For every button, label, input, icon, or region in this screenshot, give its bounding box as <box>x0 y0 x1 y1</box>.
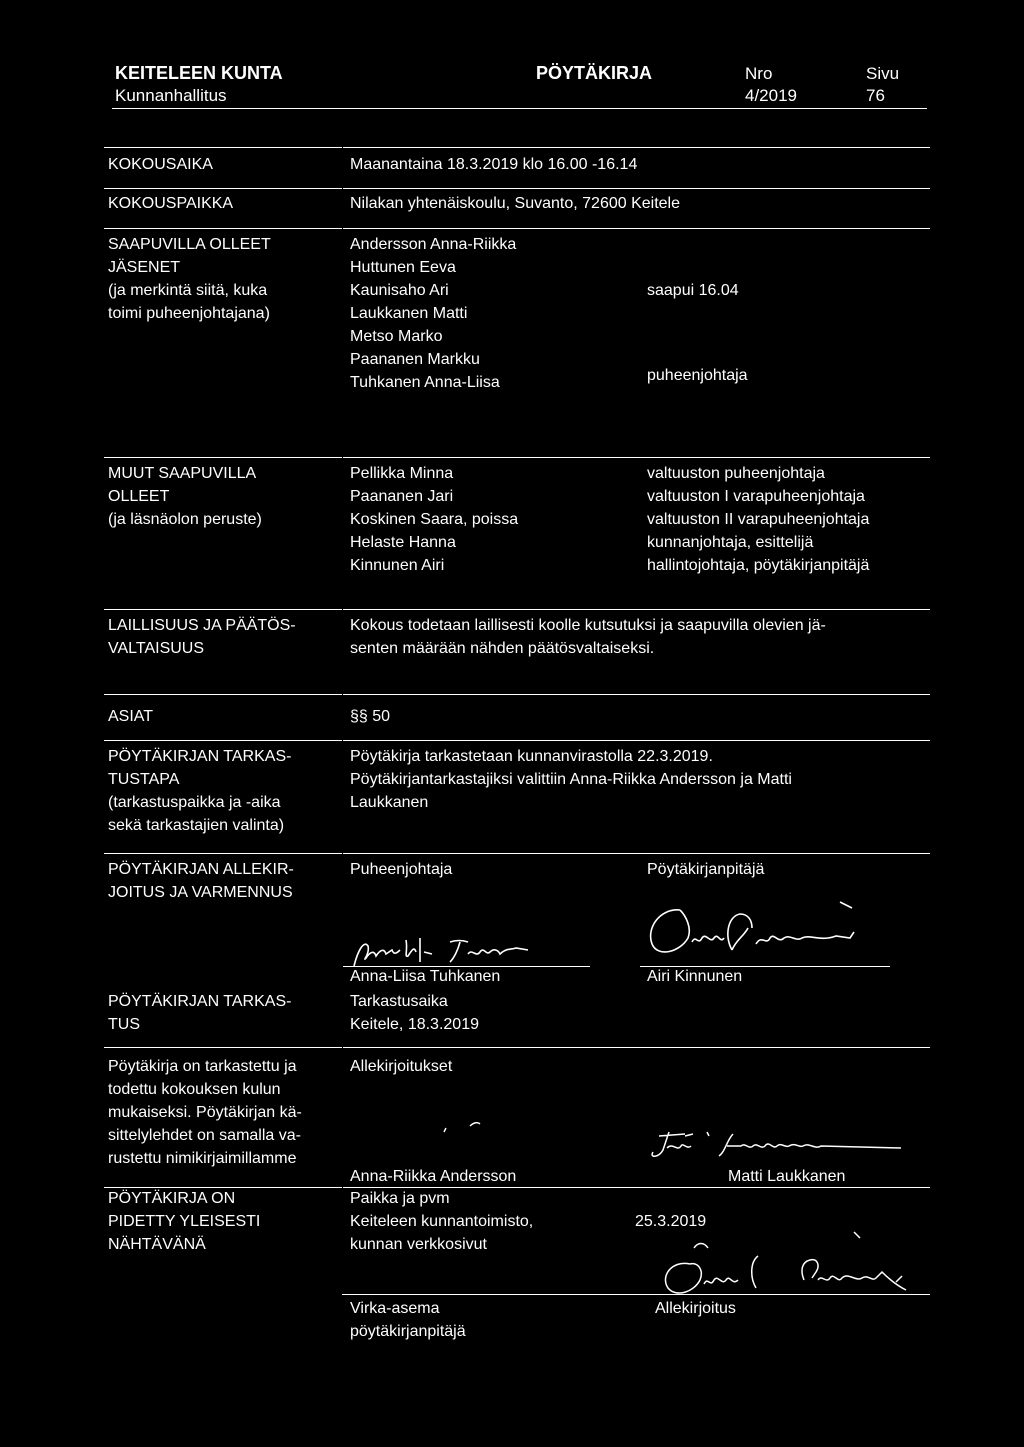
list-item: Andersson Anna-Riikka <box>350 236 517 253</box>
list-item: Pellikka Minna <box>350 465 454 482</box>
list-item: Koskinen Saara, poissa <box>350 511 519 528</box>
divider <box>104 1047 344 1048</box>
list-item: valtuuston II varapuheenjohtaja <box>647 511 870 528</box>
others-names <box>350 462 518 577</box>
municipality-name: KEITELEEN KUNTA <box>115 63 283 83</box>
signatures-label: Allekirjoitukset <box>350 1058 453 1075</box>
list-item: Laukkanen Matti <box>350 305 468 322</box>
legality-label: LAILLISUUS JA PÄÄTÖS- VALTAISUUS <box>108 617 296 657</box>
chair-note: puheenjohtaja <box>647 367 748 384</box>
clerk-position: Virka-asema pöytäkirjanpitäjä <box>350 1300 466 1340</box>
secretary-name: Airi Kinnunen <box>647 968 743 985</box>
column-separator <box>342 147 343 1294</box>
list-item: Paananen Jari <box>350 488 454 505</box>
divider <box>104 147 930 148</box>
members-list <box>350 233 516 394</box>
review-time: Tarkastusaika Keitele, 18.3.2019 <box>350 993 479 1033</box>
reviewer2-signature <box>645 1128 905 1162</box>
review-statement: Pöytäkirja on tarkastettu ja todettu kokouksen kulun mukaiseksi. Pöytäkirjan kä- sittelylehdet on samalla va- rustettu nimikirjaimillamme <box>108 1058 302 1167</box>
review-method-text: Pöytäkirja tarkastetaan kunnanvirastolla 22.3.2019. Pöytäkirjantarkastajiksi valittiin Anna-Riikka Andersson ja Matti Laukkanen <box>350 748 792 811</box>
secretary-title: Pöytäkirjanpitäjä <box>647 861 765 878</box>
signature-label: Allekirjoitus <box>655 1300 736 1317</box>
signature-line <box>342 966 590 967</box>
signing-label: PÖYTÄKIRJAN ALLEKIR- JOITUS JA VARMENNUS <box>108 861 294 901</box>
divider <box>104 457 930 458</box>
legality-text: Kokous todetaan laillisesti koolle kutsutuksi ja saapuvilla olevien jä- senten määrään nähden päätösvaltaiseksi. <box>350 617 826 657</box>
chair-name: Anna-Liisa Tuhkanen <box>350 968 501 985</box>
divider <box>104 228 930 229</box>
items-label: ASIAT <box>108 708 154 725</box>
list-item: Kaunisaho Ari <box>350 282 449 299</box>
clerk-signature <box>650 1228 950 1300</box>
divider <box>342 1294 930 1295</box>
divider <box>104 694 930 695</box>
list-item: valtuuston puheenjohtaja <box>647 465 825 482</box>
publicity-date: 25.3.2019 <box>635 1213 707 1230</box>
list-item: Paananen Markku <box>350 351 480 368</box>
items-value: §§ 50 <box>350 708 391 725</box>
divider <box>342 1047 930 1048</box>
list-item: Helaste Hanna <box>350 534 456 551</box>
members-label: SAAPUVILLA OLLEET JÄSENET (ja merkintä siitä, kuka toimi puheenjohtajana) <box>108 236 271 322</box>
header-rule <box>112 108 927 109</box>
number-label: Nro <box>745 64 773 83</box>
review-method-label: PÖYTÄKIRJAN TARKAS- TUSTAPA (tarkastuspaikka ja -aika sekä tarkastajien valinta) <box>108 748 292 834</box>
page-value: 76 <box>866 86 885 105</box>
divider <box>104 609 930 610</box>
governing-body: Kunnanhallitus <box>115 86 227 105</box>
divider <box>104 740 930 741</box>
reviewer1-name: Anna-Riikka Andersson <box>350 1168 517 1185</box>
list-item: hallintojohtaja, pöytäkirjanpitäjä <box>647 557 870 574</box>
reviewer1-signature <box>440 1118 500 1138</box>
reviewer2-name: Matti Laukkanen <box>728 1168 846 1185</box>
divider <box>104 853 930 854</box>
chair-title: Puheenjohtaja <box>350 861 453 878</box>
meeting-place-label: KOKOUSPAIKKA <box>108 195 234 212</box>
arrival-note: saapui 16.04 <box>647 282 739 299</box>
publicity-place: Paikka ja pvm Keiteleen kunnantoimisto, kunnan verkkosivut <box>350 1190 534 1253</box>
page-label: Sivu <box>866 64 900 83</box>
divider <box>104 1187 344 1188</box>
meeting-time-value: Maanantaina 18.3.2019 klo 16.00 -16.14 <box>350 156 638 173</box>
meeting-time-label: KOKOUSAIKA <box>108 156 213 173</box>
divider <box>104 188 930 189</box>
list-item: Tuhkanen Anna-Liisa <box>350 374 500 391</box>
list-item: valtuuston I varapuheenjohtaja <box>647 488 865 505</box>
list-item: kunnanjohtaja, esittelijä <box>647 534 814 551</box>
list-item: Kinnunen Airi <box>350 557 445 574</box>
number-value: 4/2019 <box>745 86 797 105</box>
document-type: PÖYTÄKIRJA <box>536 63 653 83</box>
review-label: PÖYTÄKIRJAN TARKAS- TUS <box>108 993 292 1033</box>
publicity-label: PÖYTÄKIRJA ON PIDETTY YLEISESTI NÄHTÄVÄNÄ <box>108 1190 261 1253</box>
others-label: MUUT SAAPUVILLA OLLEET (ja läsnäolon peruste) <box>108 465 262 528</box>
meeting-place-value: Nilakan yhtenäiskoulu, Suvanto, 72600 Keitele <box>350 195 680 212</box>
others-roles <box>647 462 869 577</box>
list-item: Metso Marko <box>350 328 443 345</box>
list-item: Huttunen Eeva <box>350 259 456 276</box>
secretary-signature <box>640 898 890 960</box>
signature-line <box>640 966 890 967</box>
